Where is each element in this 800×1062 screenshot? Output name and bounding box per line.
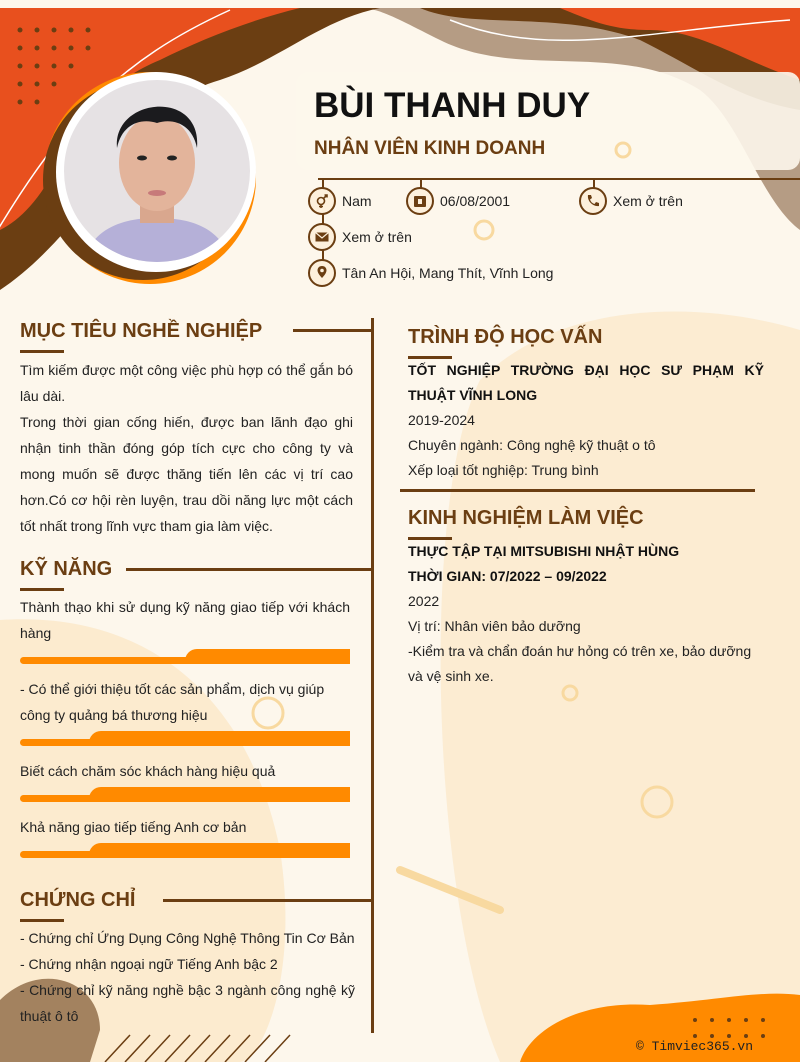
skill-bar [20, 787, 350, 802]
watermark: © Timviec365.vn [636, 1039, 754, 1054]
column-divider [371, 318, 374, 1033]
phone-value[interactable]: Xem ở trên [613, 193, 683, 209]
section-rule [400, 489, 755, 492]
objective-text [20, 357, 353, 539]
certificate-item: - Chứng chỉ kỹ năng nghề bậc 3 ngành công nghệ kỹ thuật ô tô [20, 982, 355, 1024]
location-pin-icon [308, 259, 336, 287]
school-name: TỐT NGHIỆP TRƯỜNG ĐẠI HỌC SƯ PHẠM KỸ THUẬT VĨNH LONG [408, 362, 764, 403]
section-rule [293, 329, 373, 332]
education-period: 2019-2024 [408, 412, 475, 428]
skills-title: KỸ NĂNG [20, 558, 113, 580]
skill-label: - Có thể giới thiệu tốt các sản phẩm, dịch vụ giúp công ty quảng bá thương hiệu [20, 681, 325, 723]
email-item [308, 223, 412, 251]
certificates-list [20, 925, 355, 1029]
birthday-value: 06/08/2001 [440, 193, 511, 209]
skill-bar [20, 649, 350, 664]
skill-bar [20, 843, 350, 858]
gender-icon [308, 187, 336, 215]
objective-title: MỤC TIÊU NGHỀ NGHIỆP [20, 320, 263, 342]
certificate-item: - Chứng nhận ngoại ngữ Tiếng Anh bậc 2 [20, 956, 278, 972]
company-name: THỰC TẬP TẠI MITSUBISHI NHẬT HÙNG [408, 543, 680, 559]
education-grade: Xếp loại tốt nghiệp: Trung bình [408, 462, 599, 478]
gender-value: Nam [342, 193, 372, 209]
education-title: TRÌNH ĐỘ HỌC VẤN [408, 326, 603, 348]
skill-label: Thành thạo khi sử dụng kỹ năng giao tiếp với khách hàng [20, 599, 350, 641]
phone-item [579, 187, 683, 215]
objective-paragraph: Trong thời gian cống hiến, được ban lãnh đạo ghi nhận tinh thần đóng góp tích cực cho công ty và mong muốn sẽ được thăng tiến lên các vị trí cao hơn.Có cơ hội rèn luyện, trau dồi năng lực một cách tốt nhất trong lĩnh vực tham gia làm việc. [20, 414, 353, 534]
experience-time: THỜI GIAN: 07/2022 – 09/2022 [408, 568, 607, 584]
skill-label: Khả năng giao tiếp tiếng Anh cơ bản [20, 819, 247, 835]
experience-block [408, 539, 764, 689]
experience-description: -Kiểm tra và chẩn đoán hư hỏng có trên xe, bảo dưỡng và vệ sinh xe. [408, 643, 752, 684]
objective-paragraph: Tìm kiếm được một công việc phù hợp có thể gắn bó lâu dài. [20, 362, 353, 404]
address-item [308, 259, 553, 287]
email-value[interactable]: Xem ở trên [342, 229, 412, 245]
envelope-icon [308, 223, 336, 251]
certificates-title: CHỨNG CHỈ [20, 889, 136, 911]
section-rule [163, 899, 373, 902]
education-block [408, 358, 764, 483]
experience-year: 2022 [408, 593, 440, 609]
calendar-icon [406, 187, 434, 215]
phone-icon [579, 187, 607, 215]
skill-bar [20, 731, 350, 746]
certificate-item: - Chứng chỉ Ứng Dụng Công Nghệ Thông Tin Cơ Bản [20, 930, 355, 946]
education-major: Chuyên ngành: Công nghệ kỹ thuật o tô [408, 437, 656, 453]
profile-photo [62, 78, 252, 264]
header-divider [318, 178, 800, 180]
experience-title: KINH NGHIỆM LÀM VIỆC [408, 507, 644, 529]
experience-position: Vị trí: Nhân viên bảo dưỡng [408, 618, 581, 634]
skill-label: Biết cách chăm sóc khách hàng hiệu quả [20, 763, 276, 779]
gender-item [308, 187, 372, 215]
candidate-name: BÙI THANH DUY [314, 86, 591, 125]
section-rule [126, 568, 373, 571]
birthday-item [406, 187, 510, 215]
job-title: NHÂN VIÊN KINH DOANH [314, 138, 546, 159]
address-value: Tân An Hội, Mang Thít, Vĩnh Long [342, 265, 554, 281]
